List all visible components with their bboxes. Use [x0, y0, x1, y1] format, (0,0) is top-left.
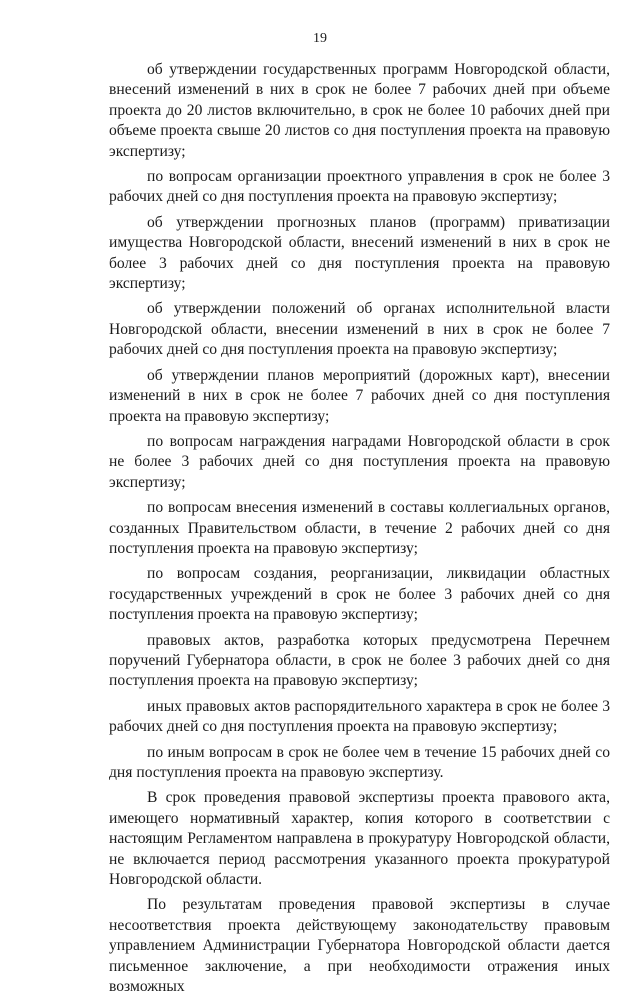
paragraph-roadmaps: об утверждении планов мероприятий (дорожных карт), внесении изменений в них в срок не более 7 рабочих дней со дня поступления проекта на правовую экспертизу;	[109, 366, 610, 425]
paragraph-privatization-plans: об утверждении прогнозных планов (программ) приватизации имущества Новгородской области, внесений изменений в них в срок не более 3 рабочих дней со дня поступления проекта на правовую экспертизу;	[109, 213, 610, 293]
paragraph-other-issues: по иным вопросам в срок не более чем в течение 15 рабочих дней со дня поступления проекта на правовую экспертизу.	[109, 743, 610, 781]
page-number: 19	[313, 31, 327, 46]
paragraph-approval-state-programs: об утверждении государственных программ Новгородской области, внесений изменений в них в срок не более 7 рабочих дней при объеме проекта до 20 листов включительно, в срок не более 10 рабочих дней при объеме проекта свыше 20 листов со дня поступления проекта на правовую экспертизу;	[109, 61, 610, 160]
paragraph-expertise-results: По результатам проведения правовой экспертизы в случае несоответствия проекта действующему законодательству правовым управлением Администрации Губернатора Новгородской области дается письменное заключение, а при необходимости отражения иных возможных	[109, 896, 610, 996]
paragraph-prosecutor-review: В срок проведения правовой экспертизы проекта правового акта, имеющего нормативный характер, копия которого в соответствии с настоящим Регламентом направлена в прокуратуру Новгородской области, не включается период рассмотрения указанного проекта прокуратурой Новгородской области.	[109, 789, 610, 889]
paragraph-state-institutions: по вопросам создания, реорганизации, ликвидации областных государственных учреждений в срок не более 3 рабочих дней со дня поступления проекта на правовую экспертизу;	[109, 565, 610, 624]
paragraph-executive-bodies: об утверждении положений об органах исполнительной власти Новгородской области, внесении изменений в них в срок не более 7 рабочих дней со дня поступления проекта на правовую экспертизу;	[109, 300, 610, 359]
paragraph-collegial-bodies: по вопросам внесения изменений в составы коллегиальных органов, созданных Правительством области, в течение 2 рабочих дней со дня поступления проекта на правовую экспертизу;	[109, 499, 610, 557]
paragraph-administrative-acts: иных правовых актов распорядительного характера в срок не более 3 рабочих дней со дня поступления проекта на правовую экспертизу;	[109, 697, 610, 736]
paragraph-governor-instructions: правовых актов, разработка которых предусмотрена Перечнем поручений Губернатора области, в срок не более 3 рабочих дней со дня поступления проекта на правовую экспертизу;	[109, 631, 610, 690]
body-text	[109, 60, 610, 1002]
paragraph-project-management: по вопросам организации проектного управления в срок не более 3 рабочих дней со дня поступления проекта на правовую экспертизу;	[109, 168, 610, 206]
paragraph-awards: по вопросам награждения наградами Новгородской области в срок не более 3 рабочих дней со дня поступления проекта на правовую экспертизу;	[109, 432, 610, 491]
